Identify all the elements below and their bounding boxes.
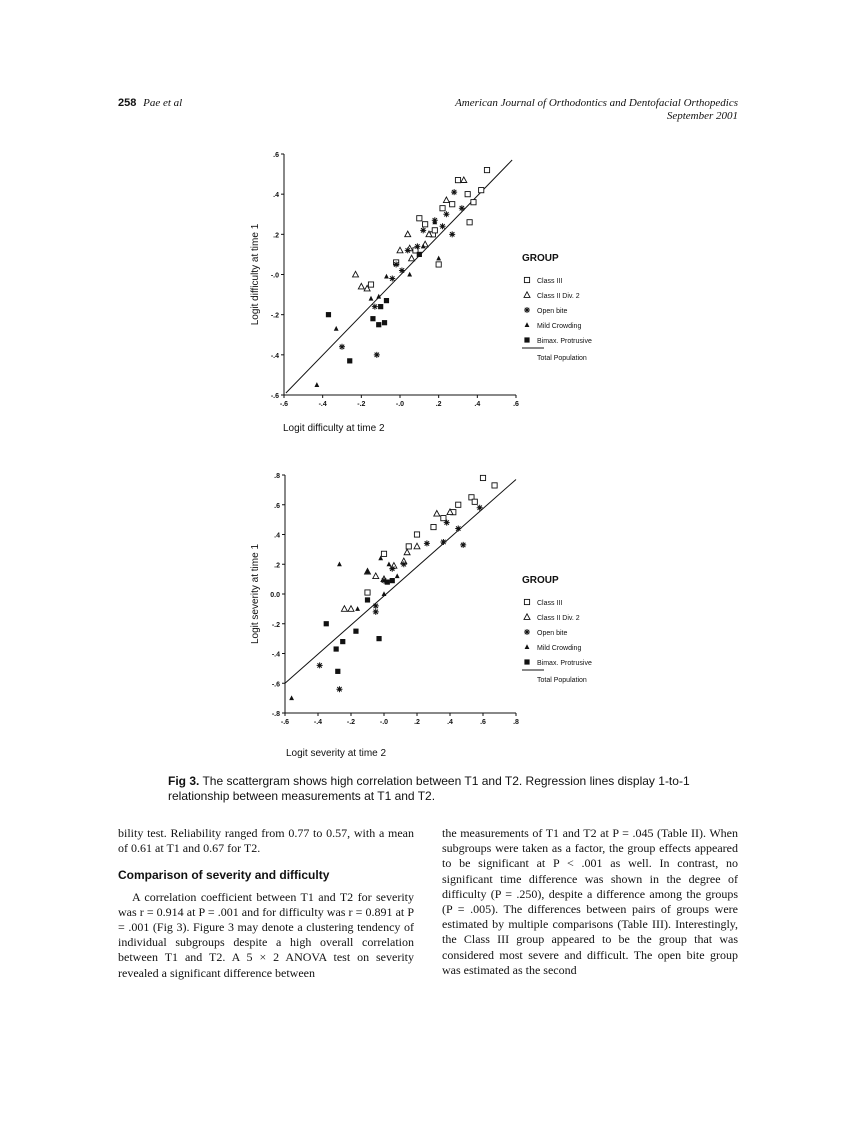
- data-point: [374, 352, 380, 358]
- legend-label: Class II Div. 2: [537, 615, 580, 622]
- y-tick-label: .4: [273, 192, 279, 200]
- data-point: [450, 202, 455, 207]
- data-point: [404, 549, 410, 555]
- data-point: [431, 524, 436, 529]
- legend-marker-class-ii-div-2: [524, 292, 530, 298]
- series-mild-crowding: [314, 219, 441, 386]
- data-point: [390, 578, 395, 583]
- data-point: [395, 573, 400, 578]
- legend-label: Open bite: [537, 630, 568, 637]
- legend-marker-mild-crowding: [525, 644, 530, 649]
- data-point: [365, 597, 370, 602]
- legend-label: Bimax. Protrusive: [537, 338, 592, 345]
- x-tick-label: -.6: [279, 401, 289, 408]
- data-point: [355, 606, 360, 611]
- data-point: [353, 629, 358, 634]
- data-point: [334, 326, 339, 331]
- data-point: [440, 223, 446, 229]
- data-point: [492, 483, 497, 488]
- data-point: [471, 200, 476, 205]
- y-tick-label: .2: [274, 562, 280, 570]
- legend-marker-open-bite: [524, 307, 530, 313]
- figure-label: Fig 3.: [168, 774, 200, 788]
- data-point: [348, 606, 354, 612]
- y-tick-label: -.2: [270, 312, 279, 320]
- x-tick-label: -.0: [379, 719, 389, 726]
- data-point: [324, 621, 329, 626]
- x-tick-label: -.4: [318, 401, 327, 408]
- severity-scattergram: [0, 450, 862, 770]
- data-point: [401, 561, 407, 567]
- data-point: [461, 177, 467, 183]
- data-point: [335, 669, 340, 674]
- difficulty-scattergram: [0, 0, 862, 450]
- y-tick-label: -.8: [271, 711, 280, 718]
- data-point: [382, 591, 387, 596]
- x-tick-label: .8: [513, 719, 519, 726]
- y-tick-label: -.6: [270, 393, 279, 400]
- legend-title: GROUP: [522, 253, 559, 264]
- y-tick-label: -.6: [271, 681, 280, 689]
- data-point: [451, 189, 457, 195]
- data-point: [382, 320, 387, 325]
- paragraph: bility test. Reliability ranged from 0.77 to 0.57, with a mean of 0.61 at T1 and 0.67 for T2.: [118, 826, 414, 856]
- regression-line: [286, 160, 512, 393]
- data-point: [414, 243, 420, 249]
- data-point: [384, 298, 389, 303]
- data-point: [381, 551, 386, 556]
- issue-date: September 2001: [666, 110, 738, 122]
- data-point: [368, 282, 373, 287]
- data-point: [472, 499, 477, 504]
- data-point: [334, 646, 339, 651]
- y-tick-label: -.4: [271, 651, 280, 659]
- data-point: [409, 255, 415, 261]
- data-point: [339, 344, 345, 350]
- data-point: [477, 505, 483, 511]
- data-point: [455, 178, 460, 183]
- legend-label: Mild Crowding: [537, 645, 582, 652]
- data-point: [358, 283, 364, 289]
- data-point: [399, 267, 405, 273]
- legend-label: Class III: [537, 278, 563, 285]
- data-point: [376, 322, 381, 327]
- data-point: [449, 231, 455, 237]
- data-point: [480, 475, 485, 480]
- data-point: [424, 540, 430, 546]
- x-tick-label: .2: [414, 719, 420, 726]
- data-point: [347, 358, 352, 363]
- legend-label: Total Population: [537, 355, 587, 362]
- legend-marker-open-bite: [524, 629, 530, 635]
- data-point: [373, 609, 379, 615]
- legend-label: Class III: [537, 600, 563, 607]
- y-axis-title: Logit difficulty at time 1: [250, 223, 261, 326]
- data-point: [389, 276, 395, 282]
- data-point: [456, 502, 461, 507]
- data-point: [405, 231, 411, 237]
- legend: [522, 599, 592, 684]
- running-authors: Pae et al: [143, 97, 183, 109]
- data-point: [443, 211, 449, 217]
- x-tick-label: .6: [513, 401, 519, 408]
- data-point: [373, 603, 379, 609]
- y-tick-label: -.4: [270, 352, 279, 360]
- data-point: [414, 543, 420, 549]
- data-point: [436, 256, 441, 261]
- data-point: [436, 262, 441, 267]
- y-tick-label: .6: [274, 502, 280, 510]
- data-point: [369, 296, 374, 301]
- y-tick-label: 0.0: [270, 592, 280, 599]
- data-point: [337, 561, 342, 566]
- data-point: [484, 167, 489, 172]
- x-tick-label: .4: [447, 719, 453, 726]
- data-point: [317, 662, 323, 668]
- legend-marker-class-ii-div-2: [524, 614, 530, 620]
- paragraph: A correlation coefficient between T1 and T2 for severity was r = 0.914 at P = .001 and for difficulty was r = 0.891 at P = .001 (Fig 3). Figure 3 may denote a clustering tendency of individual subgroups despite a high overall correlation between T1 and T2. A 5 × 2 ANOVA test on severity revealed a significant difference between: [118, 889, 414, 980]
- x-tick-label: .4: [474, 401, 481, 408]
- data-point: [341, 606, 347, 612]
- x-tick-label: -.0: [395, 401, 405, 408]
- legend-title: GROUP: [522, 575, 559, 586]
- y-tick-label: -.0: [270, 272, 279, 280]
- x-axis-title: Logit severity at time 2: [286, 748, 387, 759]
- data-point: [405, 247, 411, 253]
- section-heading: Comparison of severity and difficulty: [118, 868, 330, 883]
- data-point: [417, 252, 422, 257]
- data-point: [479, 188, 484, 193]
- legend-label: Open bite: [537, 308, 568, 315]
- data-point: [376, 636, 381, 641]
- data-point: [441, 516, 446, 521]
- legend-label: Bimax. Protrusive: [537, 660, 592, 667]
- legend-marker-bimax-protrusive: [524, 337, 529, 342]
- data-point: [406, 544, 411, 549]
- data-point: [384, 274, 389, 279]
- data-point: [434, 510, 440, 516]
- data-point: [372, 304, 378, 310]
- page-number: 258: [118, 97, 137, 109]
- data-point: [389, 566, 395, 572]
- x-tick-label: -.2: [357, 401, 366, 408]
- legend-marker-class-iii: [524, 599, 529, 604]
- x-tick-label: -.6: [280, 719, 290, 726]
- data-point: [393, 261, 399, 267]
- data-point: [365, 590, 370, 595]
- data-point: [420, 227, 426, 233]
- series-open-bite: [317, 505, 483, 692]
- data-point: [423, 222, 428, 227]
- data-point: [414, 532, 419, 537]
- x-tick-label: .6: [480, 719, 486, 726]
- data-point: [336, 686, 342, 692]
- data-point: [432, 228, 437, 233]
- data-point: [407, 272, 412, 277]
- legend-label: Mild Crowding: [537, 323, 582, 330]
- y-tick-label: .4: [274, 532, 280, 540]
- legend-marker-class-iii: [524, 277, 529, 282]
- body-column-right: [442, 826, 738, 978]
- data-point: [370, 316, 375, 321]
- data-point: [444, 520, 450, 526]
- y-tick-label: .2: [273, 232, 279, 240]
- data-point: [326, 312, 331, 317]
- figure-caption-text: The scattergram shows high correlation between T1 and T2. Regression lines display 1-to-1 relationship between measurements at T1 and T2.: [168, 774, 690, 803]
- data-point: [459, 205, 465, 211]
- data-point: [314, 382, 319, 387]
- y-axis-title: Logit severity at time 1: [250, 543, 261, 645]
- data-point: [417, 216, 422, 221]
- data-point: [289, 695, 294, 700]
- data-point: [455, 526, 461, 532]
- data-point: [378, 304, 383, 309]
- data-point: [373, 573, 379, 579]
- figure-caption: [168, 774, 728, 804]
- paragraph: the measurements of T1 and T2 at P = .045 (Table II). When subgroups were taken as a factor, the group effects appeared to be significant at P < .001 as well. In contrast, no significant time difference was shown in the degree of difficulty (P = .250), despite a difference among the groups (P = .005). The differences between pairs of groups were estimated by multiple comparisons (Table III). Interestingly, the Class III group appeared to be the group that was considered most severe and difficult. The open bite group was estimated as the second: [442, 826, 738, 977]
- body-column-left: [118, 826, 414, 981]
- x-tick-label: -.2: [346, 719, 356, 726]
- data-point: [440, 539, 446, 545]
- series-class-iii: [368, 167, 489, 287]
- legend-marker-bimax-protrusive: [524, 659, 529, 664]
- y-tick-label: -.2: [271, 621, 280, 629]
- x-tick-label: -.4: [313, 719, 323, 726]
- data-point: [353, 271, 359, 277]
- data-point: [440, 206, 445, 211]
- legend-label: Class II Div. 2: [537, 293, 580, 300]
- y-tick-label: .8: [274, 473, 280, 480]
- data-point: [397, 247, 403, 253]
- data-point: [467, 220, 472, 225]
- data-point: [385, 580, 390, 585]
- y-tick-label: .6: [273, 152, 279, 159]
- journal-title: American Journal of Orthodontics and Dentofacial Orthopedics: [455, 97, 738, 109]
- legend-label: Total Population: [537, 677, 587, 684]
- data-point: [465, 192, 470, 197]
- legend-marker-mild-crowding: [525, 322, 530, 327]
- data-point: [387, 561, 392, 566]
- data-point: [443, 197, 449, 203]
- x-tick-label: .2: [435, 401, 442, 408]
- data-point: [340, 639, 345, 644]
- x-axis-title: Logit difficulty at time 2: [283, 423, 385, 434]
- data-point: [460, 542, 466, 548]
- legend: [522, 277, 592, 362]
